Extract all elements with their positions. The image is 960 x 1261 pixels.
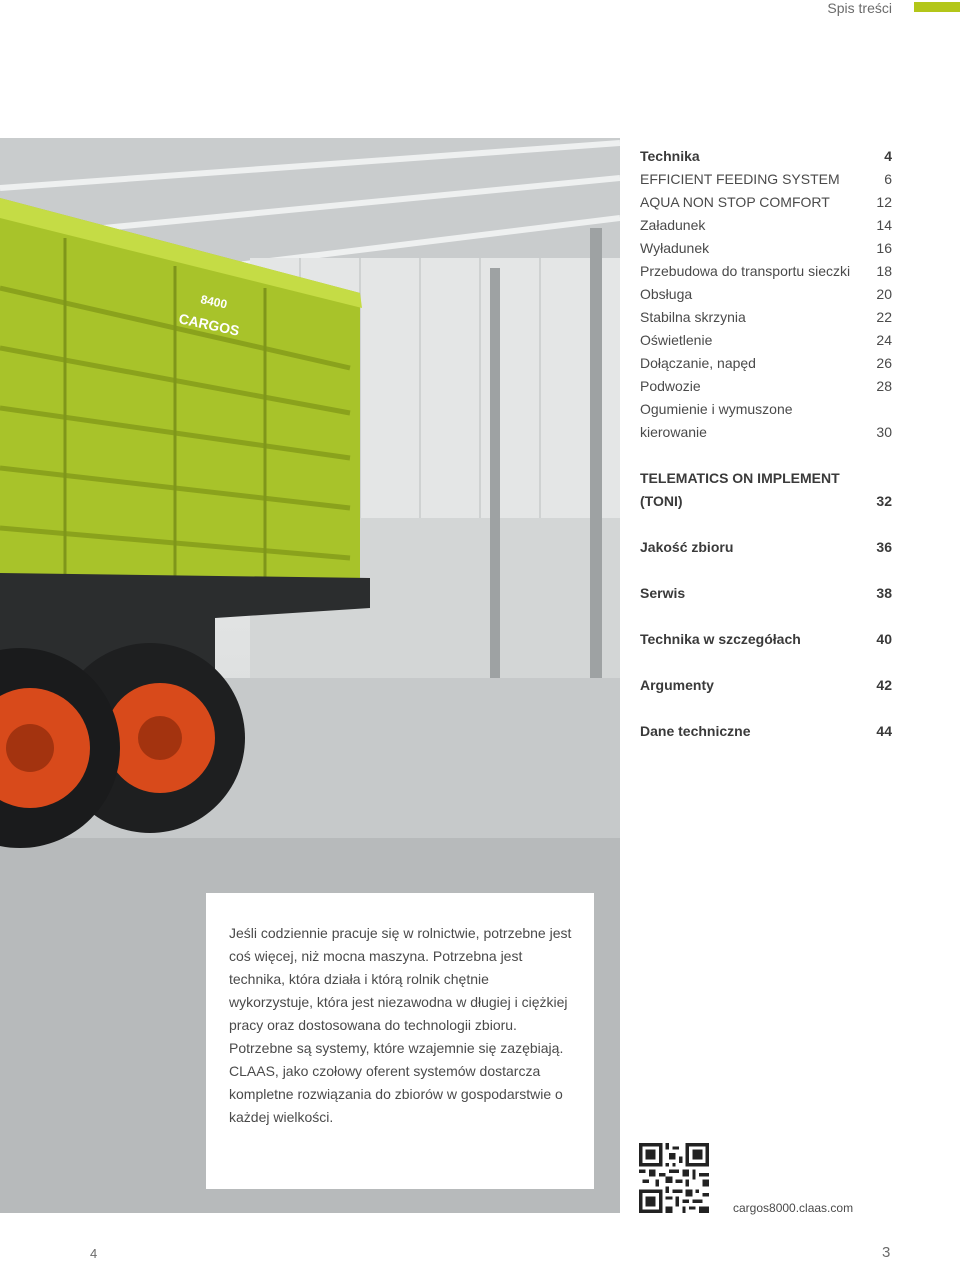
- svg-text:CARGOS: CARGOS: [177, 310, 241, 339]
- qr-code-icon[interactable]: [639, 1143, 709, 1213]
- toc-item[interactable]: Wyładunek 16: [640, 240, 892, 256]
- svg-text:8400: 8400: [199, 292, 229, 312]
- toc-item[interactable]: Serwis 38: [640, 585, 892, 601]
- accent-bar: [914, 2, 960, 12]
- toc-item[interactable]: Argumenty 42: [640, 677, 892, 693]
- toc-item[interactable]: Oświetlenie 24: [640, 332, 892, 348]
- toc-item[interactable]: Załadunek 14: [640, 217, 892, 233]
- toc-item[interactable]: Technika w szczegółach 40: [640, 631, 892, 647]
- toc-item[interactable]: Przebudowa do transportu sieczki 18: [640, 263, 892, 279]
- toc-item[interactable]: AQUA NON STOP COMFORT 12: [640, 194, 892, 210]
- toc-item[interactable]: Stabilna skrzynia 22: [640, 309, 892, 325]
- page-number-right: 3: [882, 1244, 891, 1261]
- toc-item[interactable]: Podwozie 28: [640, 378, 892, 394]
- quote-text: Jeśli codziennie pracuje się w rolnictwie, potrzebne jest coś więcej, niż mocna maszyna. Potrzebna jest technika, która działa i którą rolnik chętnie wykorzystuje, która jest niezawodna w długiej i ciężkiej pracy oraz dostosowana do technologii zbioru. Potrzebne są systemy, które wzajemnie się zazębiają. CLAAS, jako czołowy oferent systemów dostarcza kompletne rozwiązania do zbiorów w gospodarstwie o każdej wielkości.: [229, 925, 572, 1125]
- page-number-left: 4: [90, 1246, 98, 1261]
- toc-item[interactable]: Technika 4: [640, 148, 892, 164]
- section-title: Spis treści: [827, 0, 892, 16]
- toc-item[interactable]: EFFICIENT FEEDING SYSTEM 6: [640, 171, 892, 187]
- toc-item[interactable]: Obsługa 20: [640, 286, 892, 302]
- toc-item[interactable]: Jakość zbioru 36: [640, 539, 892, 555]
- qr-url[interactable]: cargos8000.claas.com: [733, 1201, 854, 1215]
- toc-item[interactable]: Dołączanie, napęd 26: [640, 355, 892, 371]
- table-of-contents: [640, 145, 892, 743]
- toc-item[interactable]: Dane techniczne 44: [640, 723, 892, 739]
- toc-item[interactable]: Ogumienie i wymuszone kierowanie 30: [640, 401, 892, 440]
- toc-item[interactable]: TELEMATICS ON IMPLEMENT (TONI) 32: [640, 470, 892, 509]
